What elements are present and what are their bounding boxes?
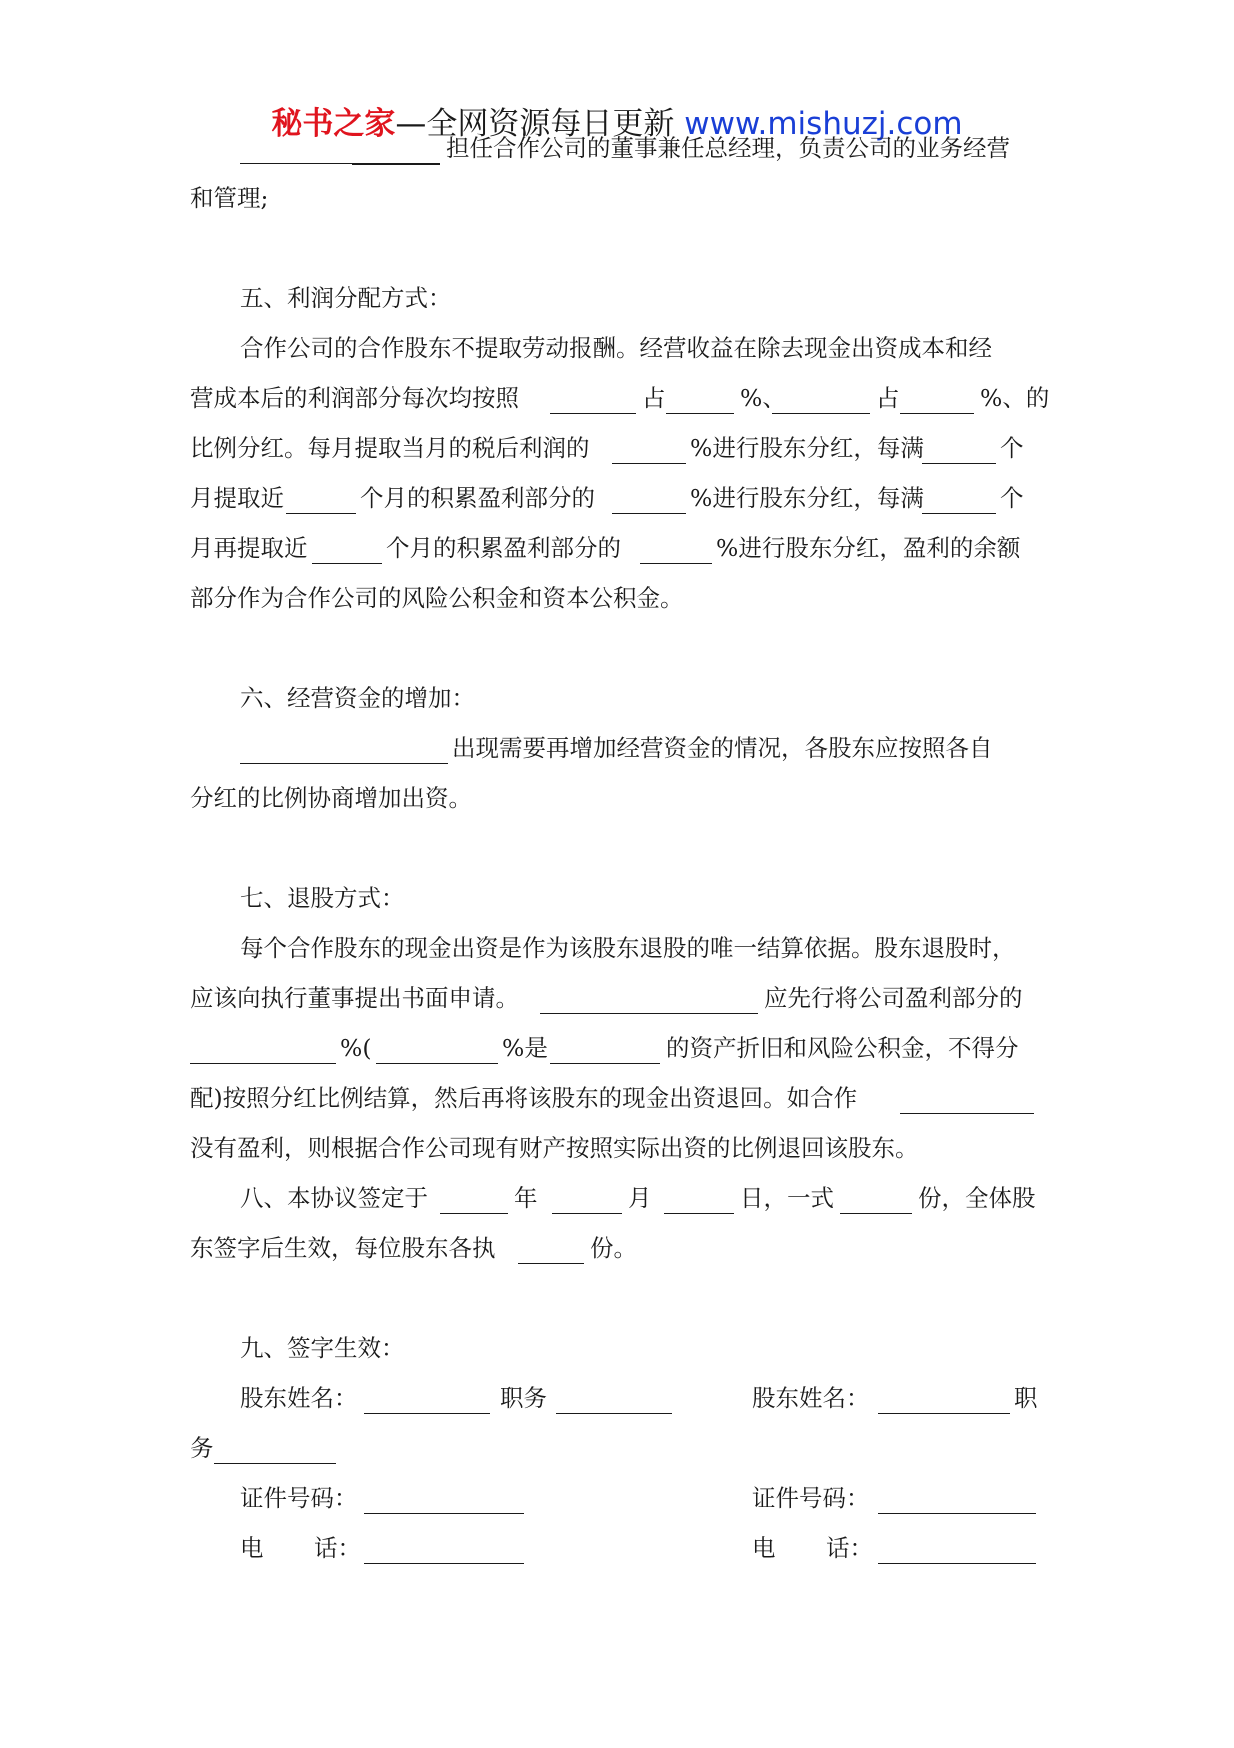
text-line: 应先行将公司盈利部分的 [764,984,1023,1012]
text-line: 占 [876,384,900,412]
fill-in-blank [772,413,870,414]
fill-in-blank [612,513,686,514]
text-line: 没有盈利，则根据合作公司现有财产按照实际出资的比例退回该股东。 [190,1134,919,1162]
text-line: 股东姓名： [752,1384,870,1412]
text-line: 股东姓名： [240,1384,358,1412]
text-line: 年 [514,1184,538,1212]
text-line: 话： [826,1534,873,1562]
fill-in-blank [556,1413,672,1414]
text-line: 配)按照分红比例结算，然后再将该股东的现金出资退回。如合作 [190,1084,858,1112]
fill-in-blank [664,1213,734,1214]
text-line: 月 [628,1184,652,1212]
text-line: %( [340,1034,372,1062]
text-line: 证件号码： [752,1484,870,1512]
text-line: 六、经营资金的增加： [240,684,475,712]
text-line: %进行股东分红，每满 [690,434,924,462]
fill-in-blank [240,163,352,164]
fill-in-blank [612,463,686,464]
text-line: 月提取近 [190,484,284,512]
text-line: 的资产折旧和风险公积金，不得分 [666,1034,1019,1062]
fill-in-blank [214,1463,336,1464]
text-line: %、的 [980,384,1050,412]
text-line: 应该向执行董事提出书面申请。 [190,984,519,1012]
text-line: 出现需要再增加经营资金的情况，各股东应按照各自 [452,734,993,762]
text-line: %进行股东分红，盈利的余额 [716,534,1021,562]
fill-in-blank [878,1413,1010,1414]
fill-in-blank [640,563,712,564]
text-line: 日，一式 [740,1184,834,1212]
fill-in-blank [922,513,996,514]
fill-in-blank [240,763,448,764]
text-line: 证件号码： [240,1484,358,1512]
text-line: 营成本后的利润部分每次均按照 [190,384,519,412]
text-line: 话： [314,1534,361,1562]
text-line: 个月的积累盈利部分的 [360,484,595,512]
text-line: 电 [240,1534,264,1562]
text-line: 份。 [590,1234,637,1262]
fill-in-blank [312,563,382,564]
fill-in-blank [364,1513,524,1514]
text-line: 担任合作公司的董事兼任总经理，负责公司的业务经营 [446,134,1010,162]
fill-in-blank [840,1213,912,1214]
text-line: %、 [740,384,786,412]
fill-in-blank [286,513,356,514]
text-line: 每个合作股东的现金出资是作为该股东退股的唯一结算依据。股东退股时， [240,934,1016,962]
fill-in-blank [518,1263,584,1264]
banner-url[interactable]: www.mishuzj.com [684,106,963,142]
text-line: 七、退股方式： [240,884,405,912]
fill-in-blank [550,1063,660,1064]
text-line: 份，全体股 [918,1184,1036,1212]
fill-in-blank [922,463,996,464]
text-line: 个 [1000,484,1024,512]
fill-in-blank [352,163,440,165]
text-line: 合作公司的合作股东不提取劳动报酬。经营收益在除去现金出资成本和经 [240,334,992,362]
fill-in-blank [878,1563,1036,1564]
text-line: 五、利润分配方式： [240,284,452,312]
text-line: 分红的比例协商增加出资。 [190,784,472,812]
text-line: 八、本协议签定于 [240,1184,428,1212]
fill-in-blank [900,1113,1034,1114]
banner-brand: 秘书之家 [271,106,396,142]
banner-tagline: —全网资源每日更新 [395,106,675,142]
text-line: 占 [642,384,666,412]
text-line: 和管理; [190,184,269,212]
fill-in-blank [364,1413,490,1414]
text-line: 月再提取近 [190,534,308,562]
fill-in-blank [550,413,636,414]
text-line: 电 [752,1534,776,1562]
text-line: 个 [1000,434,1024,462]
fill-in-blank [190,1063,336,1064]
fill-in-blank [540,1013,758,1014]
text-line: 部分作为合作公司的风险公积金和资本公积金。 [190,584,684,612]
text-line: 职 [1014,1384,1038,1412]
text-line: 九、签字生效： [240,1334,405,1362]
fill-in-blank [364,1563,524,1564]
fill-in-blank [878,1513,1036,1514]
text-line: %进行股东分红，每满 [690,484,924,512]
fill-in-blank [376,1063,498,1064]
fill-in-blank [440,1213,508,1214]
text-line: 比例分红。每月提取当月的税后利润的 [190,434,590,462]
text-line: 个月的积累盈利部分的 [386,534,621,562]
text-line: 东签字后生效，每位股东各执 [190,1234,496,1262]
text-line: %是 [502,1034,548,1062]
text-line: 务 [190,1434,214,1462]
fill-in-blank [900,413,974,414]
text-line: 职务 [500,1384,547,1412]
fill-in-blank [666,413,734,414]
fill-in-blank [552,1213,622,1214]
